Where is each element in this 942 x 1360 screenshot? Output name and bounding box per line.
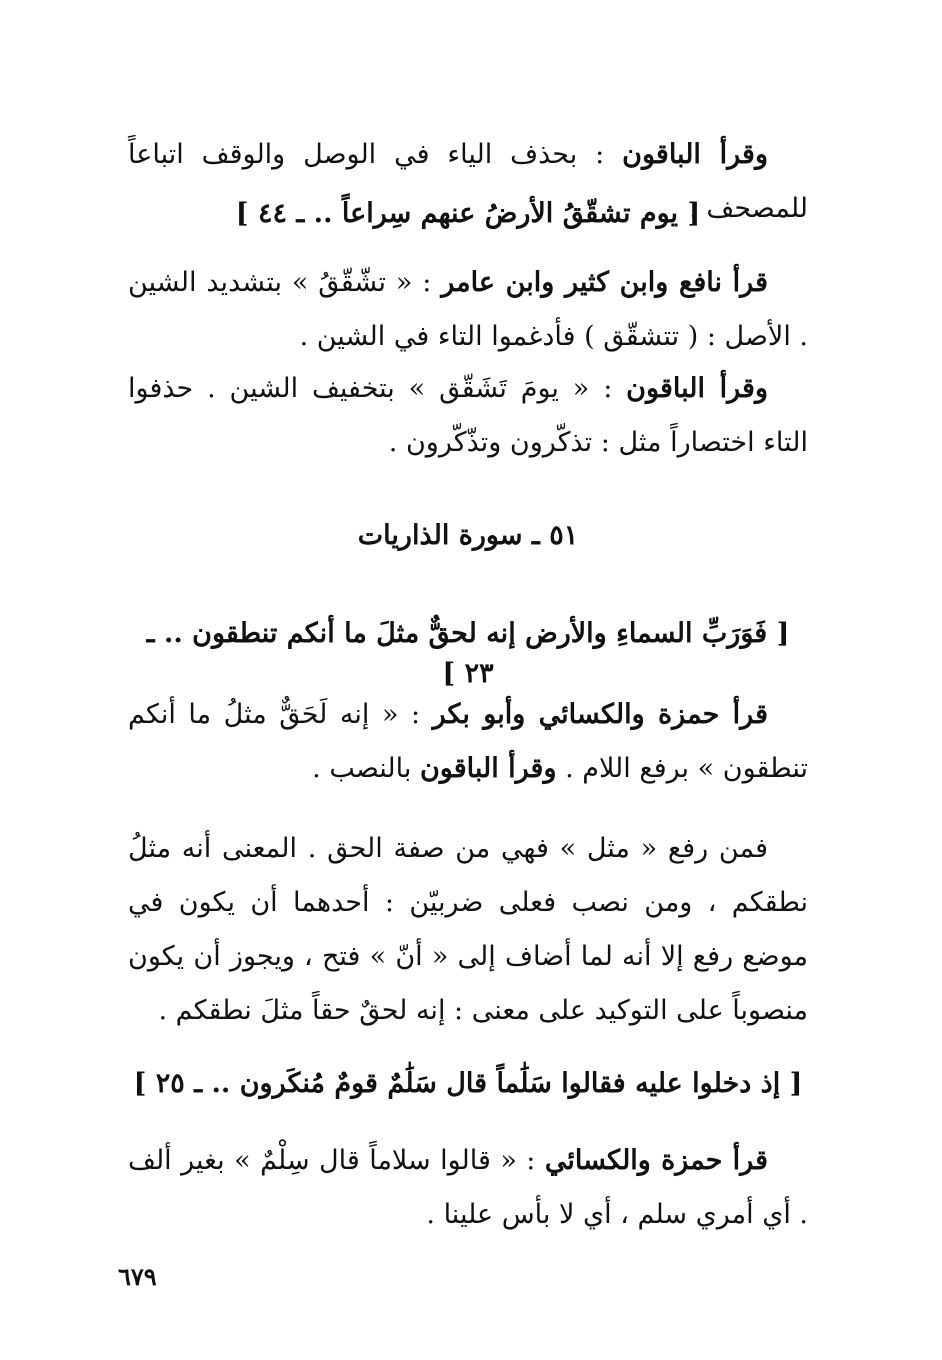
paragraph-hamza-reading	[128, 688, 808, 796]
surah-title: ٥١ ـ سورة الذاريات	[357, 520, 579, 551]
verse-heading-44: [ يوم تشقّقُ الأرضُ عنهم سِراعاً .. ـ ٤٤ ]	[235, 198, 701, 229]
paragraph-lead: قرأ نافع وابن كثير وابن عامر	[441, 267, 768, 298]
paragraph-nafi-reading	[128, 256, 808, 364]
paragraph-lead-2: وقرأ الباقون	[419, 753, 557, 784]
paragraph-text: : « تشّقّقُ » بتشديد الشين . الأصل : ( تتشقّق ) فأدغموا التاء في الشين .	[128, 267, 808, 352]
paragraph-remaining-readers-2	[128, 362, 808, 470]
paragraph-text: : « يومَ تَشَقّق » بتخفيف الشين . حذفوا التاء اختصاراً مثل : تذكّرون وتذّكّرون .	[128, 373, 808, 458]
paragraph-text: : « قالوا سلاماً قال سِلْمٌ » بغير ألف . أي أمري سلم ، أي لا بأس علينا .	[128, 1145, 808, 1230]
paragraph-lead: قرأ حمزة والكسائي	[544, 1145, 768, 1176]
paragraph-grammar-explanation: فمن رفع « مثل » فهي من صفة الحق . المعنى أنه مثلُ نطقكم ، ومن نصب فعلى ضربيّن : أحدهما أن يكون في موضع رفع إلا أنه لما أضاف إلى « أنّ » فتح ، ويجوز أن يكون منصوباً على التوكيد على معنى : إنه لحقٌ حقاً مثلَ نطقكم .	[128, 833, 808, 1026]
paragraph-text-2: بالنصب .	[312, 753, 420, 784]
verse-heading-25: [ إذ دخلوا عليه فقالوا سَلَٰماً قال سَلَٰمٌ قومٌ مُنكَرون .. ـ ٢٥ ]	[133, 1068, 803, 1099]
paragraph-text: : بحذف الياء في الوصل والوقف اتباعاً للمصحف .	[128, 139, 808, 224]
paragraph-lead: قرأ حمزة والكسائي وأبو بكر	[432, 699, 768, 730]
paragraph-lead: وقرأ الباقون	[622, 139, 768, 170]
paragraph-lead: وقرأ الباقون	[626, 373, 768, 404]
paragraph-salam-reading	[128, 1134, 808, 1242]
verse-heading-23: [ فَوَرَبِّ السماءِ والأرض إنه لحقٌّ مثلَ ما أنكم تنطقون .. ـ ٢٣ ]	[146, 618, 790, 689]
page-number: ٦٧٩	[118, 1262, 157, 1291]
paragraph-text: : « إنه لَحَقٌّ مثلُ ما أنكم تنطقون » برفع اللام .	[128, 699, 808, 784]
